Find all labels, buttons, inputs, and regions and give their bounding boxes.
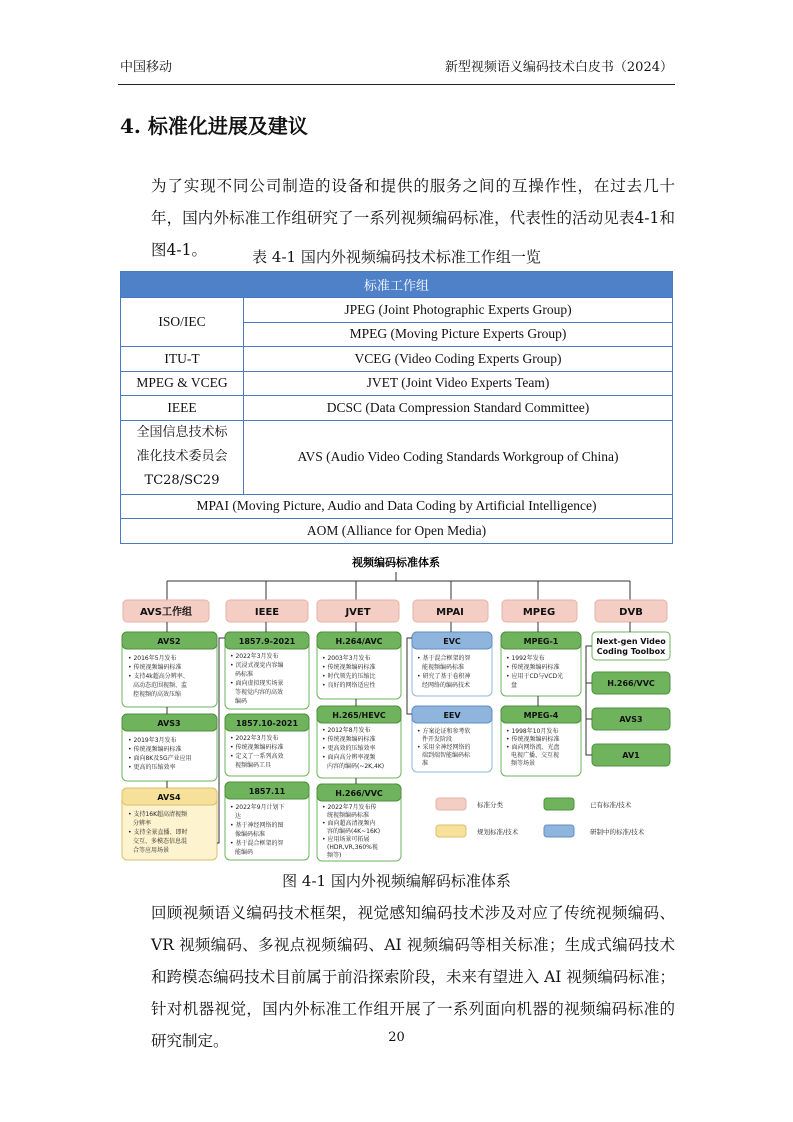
box-dvb-av1 [592, 744, 670, 766]
svg-text:• 更高效的压缩效率: • 更高效的压缩效率 [322, 745, 376, 752]
svg-text:• 应用场景可拓展: • 应用场景可拓展 [322, 836, 370, 843]
legend-label: 规划标准/技术 [477, 828, 519, 836]
header-org: 中国移动 [120, 60, 173, 75]
svg-text:统视频编码标准: 统视频编码标准 [327, 812, 370, 819]
table-group-cell: AVS (Audio Video Coding Standards Workgroup of China) [244, 420, 673, 494]
category-label: AVS工作组 [139, 607, 193, 618]
svg-text:• 面向高分辨率视频: • 面向高分辨率视频 [322, 754, 376, 761]
box-evc [412, 632, 492, 696]
table-org-cell: MPEG & VCEG [121, 371, 244, 396]
svg-text:• 应用于CD与VCD光: • 应用于CD与VCD光 [506, 673, 564, 680]
svg-text:• 2016年5月发布: • 2016年5月发布 [128, 655, 177, 662]
box-dvb-next-gen [592, 632, 670, 660]
category-label: MPEG [522, 607, 556, 618]
box-ieee-1857-11 [225, 782, 309, 860]
svg-text:端到端智能编码标: 端到端智能编码标 [422, 752, 471, 759]
svg-text:频等场景: 频等场景 [511, 760, 536, 767]
header-doc-title: 新型视频语义编码技术白皮书（2024） [444, 60, 673, 75]
svg-text:• 2022年7月发布传: • 2022年7月发布传 [322, 804, 377, 811]
svg-text:• 传统视频编码标准: • 传统视频编码标准 [128, 746, 182, 753]
diagram-svg [120, 548, 673, 863]
svg-text:• 传统视频编码标准: • 传统视频编码标准 [230, 744, 284, 751]
svg-text:合等应用场景: 合等应用场景 [133, 847, 170, 854]
legend-swatch-existing [544, 798, 574, 810]
box-dvb-h266 [592, 672, 670, 694]
svg-text:MPEG-1: MPEG-1 [523, 637, 559, 646]
box-mpeg-4 [501, 706, 581, 776]
svg-text:• 面向虚拟现实场景: • 面向虚拟现实场景 [230, 680, 284, 687]
svg-text:达: 达 [235, 813, 242, 820]
svg-text:• 沉浸式视觉内容编: • 沉浸式视觉内容编 [230, 662, 284, 669]
svg-text:• 方案论证和参考软: • 方案论证和参考软 [417, 728, 471, 735]
svg-text:MPEG-4: MPEG-4 [523, 711, 559, 720]
svg-text:AVS4: AVS4 [157, 793, 181, 802]
svg-text:等视觉内容的高效: 等视觉内容的高效 [235, 689, 284, 696]
svg-text:Coding Toolbox: Coding Toolbox [596, 647, 666, 656]
category-label: IEEE [254, 607, 280, 618]
table-group-cell: MPEG (Moving Picture Experts Group) [244, 322, 673, 347]
svg-text:• 2012年8月发布: • 2012年8月发布 [322, 727, 371, 734]
svg-text:• 面向超高清视频内: • 面向超高清视频内 [322, 820, 376, 827]
svg-text:• 基于混合框架的智: • 基于混合框架的智 [417, 655, 471, 662]
org-line: 全国信息技术标 [136, 425, 228, 440]
table-group-cell: MPAI (Moving Picture, Audio and Data Coding by Artificial Intelligence) [121, 494, 673, 519]
closing-paragraph: 回顾视频语义编码技术框架，视觉感知编码技术涉及对应了传统视频编码、VR 视频编码、多视点视频编码、AI 视频编码等相关标准；生成式编码技术和跨模态编码技术目前属于前沿探索阶段，未来有望进入 AI 视频编码标准；针对机器视觉，国内外标准工作组开展了一系列面向机器的视频编码标准的研究制定。 [151, 904, 675, 1050]
table-group-cell: JVET (Joint Video Experts Team) [244, 371, 673, 396]
svg-text:• 更高的压缩效率: • 更高的压缩效率 [128, 764, 176, 771]
box-mpeg-1 [501, 632, 581, 696]
legend-swatch-category [436, 798, 466, 810]
box-dvb-avs3 [592, 708, 670, 730]
svg-text:• 良好的网络适应性: • 良好的网络适应性 [322, 682, 376, 689]
box-avs2 [122, 632, 217, 707]
svg-text:• 传统视频编码标准: • 传统视频编码标准 [506, 664, 560, 671]
table-org-cell [121, 420, 244, 494]
svg-text:• 传统视频编码标准: • 传统视频编码标准 [322, 664, 376, 671]
standards-workgroup-table [120, 271, 673, 544]
table-caption: 表 4-1 国内外视频编码技术标准工作组一览 [252, 248, 541, 266]
svg-text:盘: 盘 [511, 682, 518, 689]
table-org-cell: ITU-T [121, 347, 244, 372]
box-eev [412, 706, 492, 772]
legend-swatch-developing [544, 825, 574, 837]
svg-text:• 面向8K及5G产业应用: • 面向8K及5G产业应用 [128, 755, 192, 762]
svg-text:(HDR,VR,360%视: (HDR,VR,360%视 [327, 844, 378, 851]
svg-text:容的编码(4K~16K): 容的编码(4K~16K) [327, 828, 381, 835]
svg-text:• 采用全神经网络的: • 采用全神经网络的 [417, 744, 471, 751]
svg-text:H.266/VVC: H.266/VVC [607, 679, 655, 688]
table-header: 标准工作组 [121, 272, 673, 298]
svg-text:高动态范围视频、监: 高动态范围视频、监 [133, 682, 188, 689]
svg-text:AVS2: AVS2 [157, 637, 181, 646]
svg-text:分辨率: 分辨率 [133, 820, 152, 827]
svg-text:Next-gen Video: Next-gen Video [596, 637, 666, 646]
svg-text:• 传统视频编码标准: • 传统视频编码标准 [506, 736, 560, 743]
svg-text:• 1998年10月发布: • 1998年10月发布 [506, 728, 559, 735]
svg-text:• 时代领先的压缩比: • 时代领先的压缩比 [322, 673, 376, 680]
svg-text:EVC: EVC [443, 637, 461, 646]
svg-text:AV1: AV1 [622, 751, 640, 760]
svg-text:视频编码工具: 视频编码工具 [235, 762, 272, 769]
svg-text:• 面向网络流、光盘: • 面向网络流、光盘 [506, 744, 560, 751]
intro-paragraph: 为了实现不同公司制造的设备和提供的服务之间的互操作性，在过去几十年，国内外标准工作组研究了一系列视频编码标准，代表性的活动见表4-1和图4-1。 [151, 177, 675, 259]
box-ieee-1857-9 [225, 632, 309, 709]
svg-text:• 2019年3月发布: • 2019年3月发布 [128, 737, 177, 744]
table-group-cell: JPEG (Joint Photographic Experts Group) [244, 298, 673, 323]
svg-text:H.265/HEVC: H.265/HEVC [332, 711, 386, 720]
svg-text:• 支持全景直播、即时: • 支持全景直播、即时 [128, 829, 188, 836]
svg-text:1857.10-2021: 1857.10-2021 [235, 719, 299, 728]
svg-text:EEV: EEV [443, 711, 461, 720]
svg-text:• 支持16K超高清视频: • 支持16K超高清视频 [128, 811, 188, 818]
standards-system-diagram [120, 548, 673, 863]
box-h264-avc [317, 632, 401, 699]
category-label: JVET [345, 607, 371, 618]
svg-text:件开发阶段: 件开发阶段 [422, 736, 453, 743]
svg-text:• 支持4k超高分辨率、: • 支持4k超高分辨率、 [128, 673, 189, 680]
category-connectors [167, 581, 630, 600]
section-title: 4. 标准化进展及建议 [120, 114, 308, 138]
svg-text:• 2003年3月发布: • 2003年3月发布 [322, 655, 371, 662]
svg-text:• 传统视频编码标准: • 传统视频编码标准 [128, 664, 182, 671]
svg-text:准: 准 [422, 760, 429, 767]
box-h266-vvc [317, 784, 401, 861]
box-ieee-1857-10 [225, 714, 309, 776]
svg-text:H.266/VVC: H.266/VVC [335, 789, 383, 798]
svg-text:电视广播、交互视: 电视广播、交互视 [511, 752, 560, 759]
svg-text:1857.11: 1857.11 [248, 787, 286, 796]
box-avs3 [122, 714, 217, 781]
svg-text:• 研究了基于卷积神: • 研究了基于卷积神 [417, 673, 471, 680]
org-line: TC28/SC29 [144, 473, 220, 488]
legend [436, 798, 645, 837]
svg-text:• 定义了一系列高效: • 定义了一系列高效 [230, 753, 284, 760]
table-group-cell: DCSC (Data Compression Standard Committee) [244, 396, 673, 421]
category-label: MPAI [436, 607, 464, 618]
legend-swatch-planned [436, 825, 466, 837]
svg-text:经网络的编码技术: 经网络的编码技术 [422, 682, 471, 689]
svg-text:1857.9-2021: 1857.9-2021 [238, 637, 296, 646]
svg-text:• 2022年9月计划下: • 2022年9月计划下 [230, 804, 285, 811]
svg-text:内容的编码(~2K,4K): 内容的编码(~2K,4K) [327, 763, 385, 770]
svg-text:H.264/AVC: H.264/AVC [335, 637, 383, 646]
page-number: 20 [388, 1030, 405, 1045]
svg-text:• 基于神经网络的图: • 基于神经网络的图 [230, 822, 284, 829]
svg-text:能视频编码标准: 能视频编码标准 [422, 664, 465, 671]
svg-text:AVS3: AVS3 [619, 715, 643, 724]
diagram-title: 视频编码标准体系 [352, 556, 440, 569]
category-label: DVB [619, 607, 643, 618]
box-avs4 [122, 788, 217, 860]
svg-text:• 基于混合框架的智: • 基于混合框架的智 [230, 840, 284, 847]
table-group-cell: VCEG (Video Coding Experts Group) [244, 347, 673, 372]
legend-label: 标准分类 [477, 801, 503, 809]
svg-text:像编码标准: 像编码标准 [235, 831, 266, 838]
svg-text:交互、多模态信息混: 交互、多模态信息混 [133, 838, 188, 845]
table-org-cell: IEEE [121, 396, 244, 421]
box-h265-hevc [317, 706, 401, 778]
svg-text:编码: 编码 [235, 698, 248, 705]
svg-text:AVS3: AVS3 [157, 719, 181, 728]
svg-text:码标准: 码标准 [235, 671, 254, 678]
svg-text:频等): 频等) [327, 852, 342, 859]
table-group-cell: AOM (Alliance for Open Media) [121, 519, 673, 544]
svg-text:控视频的高效压缩: 控视频的高效压缩 [133, 691, 182, 698]
svg-text:• 传统视频编码标准: • 传统视频编码标准 [322, 736, 376, 743]
legend-label: 研制中的标准/技术 [590, 828, 645, 836]
legend-label: 已有标准/技术 [590, 801, 632, 809]
svg-text:能编码: 能编码 [235, 849, 254, 856]
svg-text:• 2022年3月发布: • 2022年3月发布 [230, 653, 279, 660]
figure-caption: 图 4-1 国内外视频编解码标准体系 [282, 872, 511, 890]
svg-text:• 1992年发布: • 1992年发布 [506, 655, 545, 662]
header-divider [118, 84, 675, 85]
org-line: 准化技术委员会 [136, 449, 228, 464]
svg-text:• 2022年3月发布: • 2022年3月发布 [230, 735, 279, 742]
table-org-cell: ISO/IEC [121, 298, 244, 347]
